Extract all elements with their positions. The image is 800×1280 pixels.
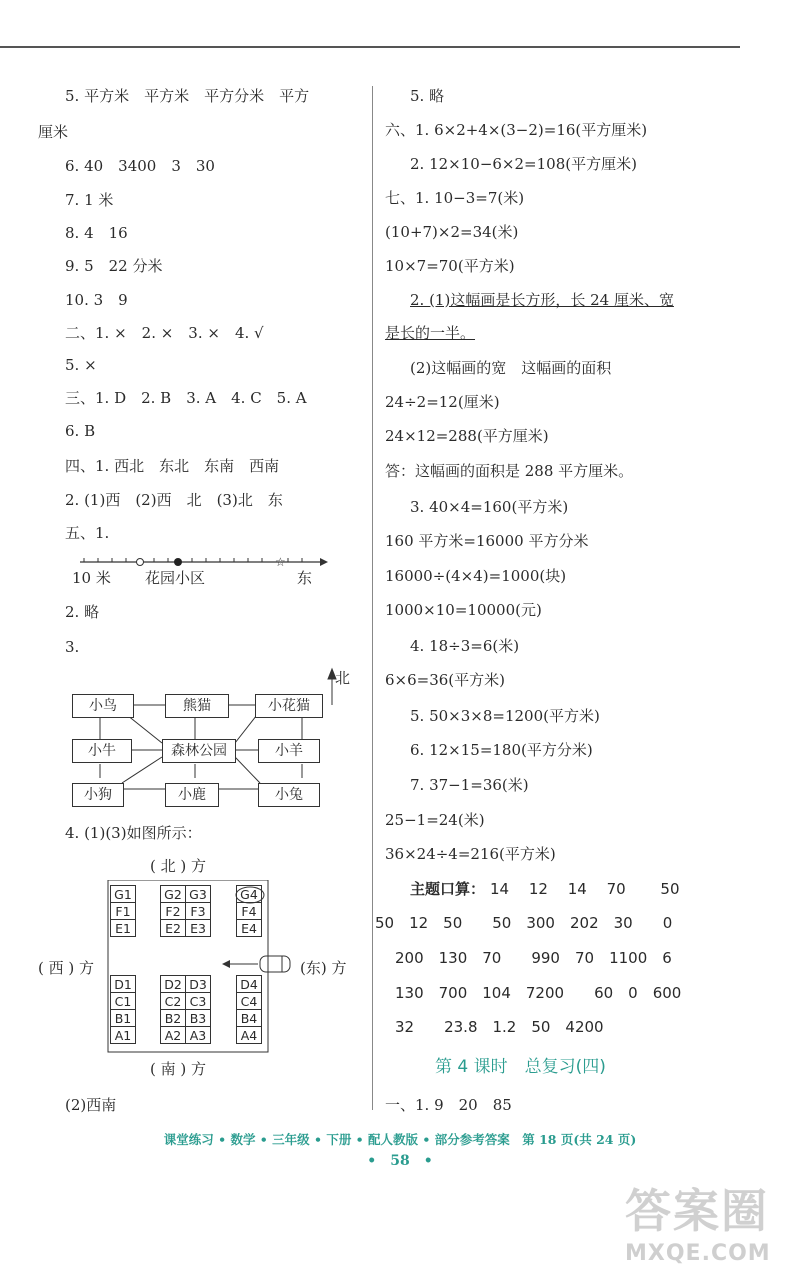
answer-line: 7. 1 米 (65, 191, 114, 209)
grid-block-bottom-right (236, 975, 262, 1044)
grid-seat-cell: E3 (186, 920, 211, 937)
answer-line: (2)这幅画的宽 这幅画的面积 (410, 359, 612, 377)
answer-line: 24×12=288(平方厘米) (385, 427, 549, 445)
grid-seat-cell: A2 (161, 1027, 186, 1044)
answer-line: 6. B (65, 422, 96, 440)
map-box-lamb: 小羊 (258, 739, 320, 763)
answer-line: 答：这幅画的面积是 288 平方厘米。 (385, 462, 634, 480)
answer-line: 5. 平方米 平方米 平方分米 平方 (65, 87, 310, 105)
answer-line: (10+7)×2=34(米) (385, 223, 519, 241)
numberline-right-label: 东 (297, 569, 313, 587)
page-number: • 58 • (367, 1153, 433, 1169)
grid-seat-cell: F1 (111, 903, 136, 920)
grid-seat-cell: G2 (161, 886, 186, 903)
answer-line: 2. 12×10−6×2=108(平方厘米) (410, 155, 637, 173)
grid-seat-cell: B2 (161, 1010, 186, 1027)
grid-seat-cell: D4 (237, 976, 262, 993)
answer-line: 10. 3 9 (65, 291, 128, 309)
page-footer: 课堂练习 • 数学 • 三年级 • 下册 • 配人教版 • 部分参考答案 第 18 页(共 24 页) (163, 1132, 637, 1147)
map-box-deer: 小鹿 (165, 783, 219, 807)
map-box-calf: 小牛 (72, 739, 132, 763)
grid-south-label: ( 南 ) 方 (150, 1060, 207, 1078)
grid-west-label: ( 西 ) 方 (38, 959, 95, 977)
answer-line: 七、1. 10−3=7(米) (385, 189, 525, 207)
grid-seat-cell: D3 (186, 976, 211, 993)
map-box-bird: 小鸟 (72, 694, 134, 718)
answer-line: 4. 18÷3=6(米) (410, 637, 520, 655)
watermark-text: 答案圈 (625, 1184, 769, 1238)
map-box-panda: 熊猫 (165, 694, 229, 718)
grid-seat-cell: A4 (237, 1027, 262, 1044)
map-box-forest-park: 森林公园 (162, 739, 236, 763)
grid-seat-cell: C3 (186, 993, 211, 1010)
answer-line: 一、1. 9 20 85 (385, 1096, 512, 1114)
grid-block-top-right (236, 885, 262, 937)
answer-line: 1000×10=10000(元) (385, 601, 542, 619)
grid-east-label: (东) 方 (300, 959, 347, 977)
answer-line: 3. (65, 638, 80, 656)
answer-line: 是长的一半。 (385, 324, 476, 342)
column-divider (372, 86, 373, 1110)
north-label: 北 (335, 669, 351, 687)
grid-seat-cell: G1 (111, 886, 136, 903)
answer-line: 14 12 14 70 50 (490, 880, 680, 898)
top-rule (0, 46, 740, 48)
numberline-left-label: 10 米 (72, 569, 111, 587)
answer-line: 4. (1)(3)如图所示： (65, 824, 202, 842)
watermark-logo (625, 1175, 795, 1275)
grid-seat-cell: C1 (111, 993, 136, 1010)
oral-calc-label: 主题口算： (410, 880, 486, 898)
grid-seat-cell: A1 (111, 1027, 136, 1044)
answer-line: 16000÷(4×4)=1000(块) (385, 567, 567, 585)
grid-seat-cell: D2 (161, 976, 186, 993)
grid-seat-cell: C4 (237, 993, 262, 1010)
answer-line: (2)西南 (65, 1096, 117, 1114)
grid-block-bottom-left (110, 975, 136, 1044)
grid-seat-cell: G3 (186, 886, 211, 903)
answer-line: 36×24÷4=216(平方米) (385, 845, 556, 863)
answer-line: 2. (1)这幅画是长方形，长 24 厘米、宽 (410, 291, 674, 309)
grid-seat-cell: B4 (237, 1010, 262, 1027)
answer-line: 25−1=24(米) (385, 811, 485, 829)
grid-block-top-middle (160, 885, 211, 937)
answer-line: 6. 40 3400 3 30 (65, 157, 215, 175)
answer-line: 三、1. D 2. B 3. A 4. C 5. A (65, 389, 307, 407)
answer-line: 6×6=36(平方米) (385, 671, 506, 689)
grid-seat-cell: F3 (186, 903, 211, 920)
answer-line: 6. 12×15=180(平方分米) (410, 741, 593, 759)
answer-line: 5. × (65, 356, 97, 374)
grid-seat-cell: G4 (237, 886, 262, 903)
answer-line: 8. 4 16 (65, 224, 128, 242)
grid-block-bottom-middle (160, 975, 211, 1044)
answer-line: 5. 略 (410, 87, 445, 105)
answer-line: 10×7=70(平方米) (385, 257, 515, 275)
grid-seat-cell: B3 (186, 1010, 211, 1027)
answer-line: 2. (1)西 (2)西 北 (3)北 东 (65, 491, 283, 509)
answer-line: 200 130 70 990 70 1100 6 (395, 949, 672, 967)
svg-text:☆: ☆ (275, 555, 286, 569)
answer-line: 5. 50×3×8=1200(平方米) (410, 707, 600, 725)
number-line-figure (70, 550, 330, 570)
grid-north-label: ( 北 ) 方 (150, 857, 207, 875)
answer-line: 六、1. 6×2+4×(3−2)=16(平方厘米) (385, 121, 648, 139)
grid-seat-cell: A3 (186, 1027, 211, 1044)
numberline-mid-label: 花园小区 (145, 569, 206, 587)
answer-line: 50 12 50 50 300 202 30 0 (375, 914, 673, 932)
answer-line: 四、1. 西北 东北 东南 西南 (65, 457, 280, 475)
answer-line: 24÷2=12(厘米) (385, 393, 500, 411)
answer-line: 32 23.8 1.2 50 4200 (395, 1018, 604, 1036)
grid-block-top-left (110, 885, 136, 937)
grid-seat-cell: C2 (161, 993, 186, 1010)
lesson-heading: 第 4 课时 总复习(四) (435, 1057, 606, 1077)
grid-seat-cell: E4 (237, 920, 262, 937)
grid-seat-cell: D1 (111, 976, 136, 993)
answer-line: 7. 37−1=36(米) (410, 776, 529, 794)
answer-line: 130 700 104 7200 60 0 600 (395, 984, 682, 1002)
map-box-rabbit: 小兔 (258, 783, 320, 807)
grid-seat-cell: F4 (237, 903, 262, 920)
answer-line: 9. 5 22 分米 (65, 257, 163, 275)
grid-seat-cell: B1 (111, 1010, 136, 1027)
map-box-kitten: 小花猫 (255, 694, 323, 718)
answer-line: 3. 40×4=160(平方米) (410, 498, 569, 516)
grid-seat-cell: E2 (161, 920, 186, 937)
grid-seat-cell: F2 (161, 903, 186, 920)
answer-line: 2. 略 (65, 603, 100, 621)
answer-line: 五、1. (65, 524, 110, 542)
map-box-puppy: 小狗 (72, 783, 124, 807)
answer-line: 二、1. × 2. × 3. × 4. √ (65, 324, 264, 342)
watermark-url: MXQE.COM (625, 1241, 771, 1266)
grid-seat-cell: E1 (111, 920, 136, 937)
answer-line: 160 平方米=16000 平方分米 (385, 532, 589, 550)
answer-line: 厘米 (38, 123, 69, 141)
